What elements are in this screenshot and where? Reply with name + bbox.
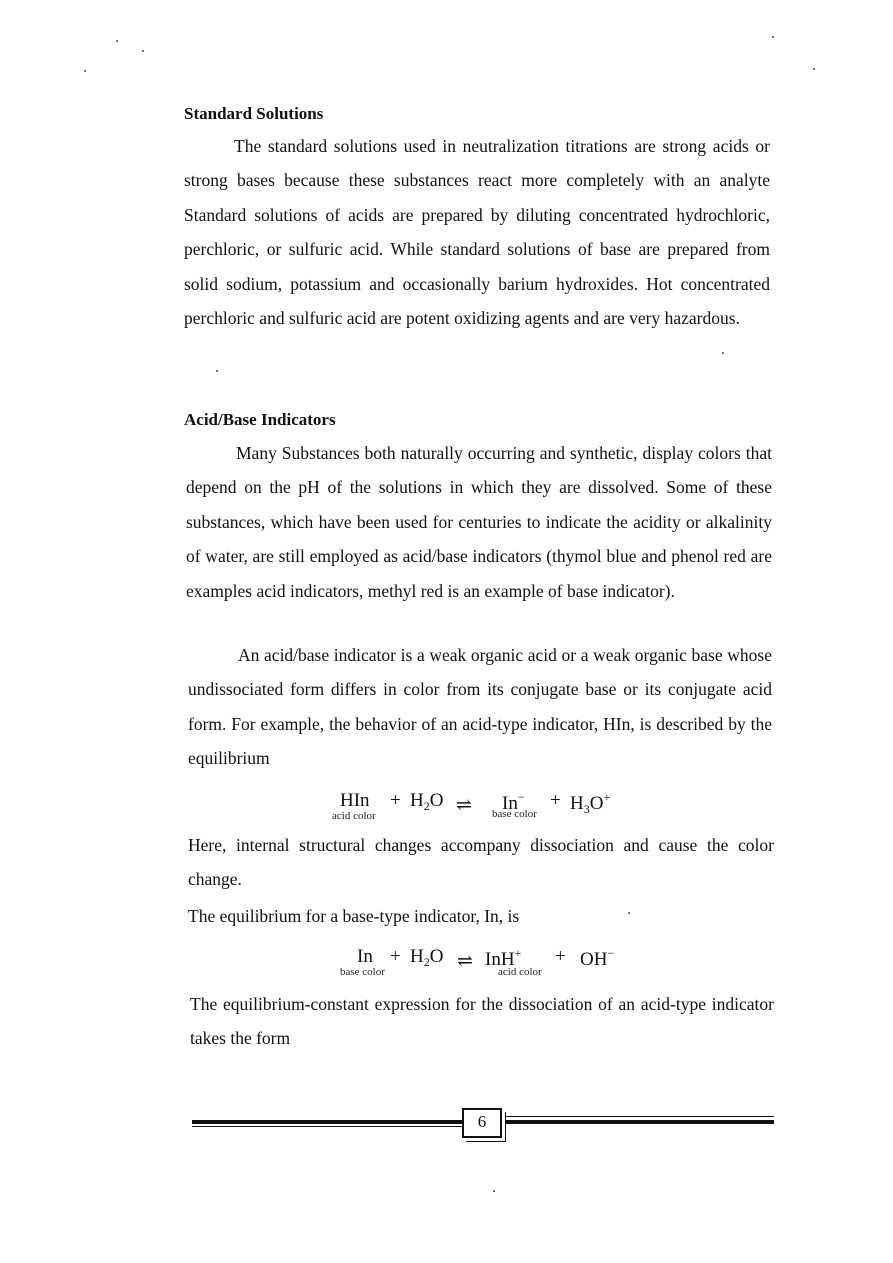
paragraph-standard-solutions: The standard solutions used in neutralization titrations are strong acids or strong bases because these substances react more completely with an analyte Standard solutions of acids are prepared by diluting concentrated hydrochloric, perchloric, or sulfuric acid. While standard solutions of base are prepared from solid sodium, potassium and occasionally barium hydroxides. Hot concentrated perchloric and sulfuric acid are potent oxidizing agents and are very hazardous.: [184, 136, 770, 329]
eq1-label-base-color: base color: [492, 808, 537, 820]
equation-acid-type-indicator: [332, 790, 640, 830]
eq1-plus: +: [390, 790, 401, 811]
scan-speck: [628, 912, 630, 914]
eq2-hydroxide: OH−: [580, 946, 615, 970]
footer-rule-right-thin: [502, 1116, 774, 1117]
scan-speck: [142, 50, 144, 52]
page-footer: [192, 1108, 774, 1138]
paragraph-indicators-intro: Many Substances both naturally occurring and synthetic, display colors that depend on the pH of the solutions in which they are dissolved. Some of these substances, which have been used for centuries to indicate the acidity or alkalinity of water, are still employed as acid/base indicators (thymol blue and phenol red are examples acid indicators, methyl red is an example of base indicator).: [186, 443, 772, 601]
footer-rule-left-thin: [192, 1126, 464, 1127]
eq1-term-hin: HIn: [340, 790, 370, 811]
page-number: 6: [462, 1108, 502, 1138]
eq1-water: $H_2O$: [410, 790, 444, 813]
eq1-term-in: In−: [502, 790, 525, 814]
scan-speck: [813, 68, 815, 70]
eq2-label-acid-color: acid color: [498, 966, 542, 978]
paragraph-indicator-definition: An acid/base indicator is a weak organic acid or a weak organic base whose undissociated form differs in color from its conjugate base or its conjugate acid form. For example, the behavior of an acid-type indicator, HIn, is described by the equilibrium: [188, 645, 772, 769]
line-base-type-indicator: The equilibrium for a base-type indicator, In, is: [188, 906, 520, 926]
scan-speck: [493, 1190, 495, 1192]
section-heading-standard-solutions: Standard Solutions: [184, 104, 324, 123]
footer-rule-left: [192, 1120, 464, 1124]
eq1-hydronium: $H_3O^+$: [570, 790, 611, 816]
paragraph-equilibrium-constant: The equilibrium-constant expression for the dissociation of an acid-type indicator takes the form: [190, 994, 774, 1049]
scan-speck: [84, 70, 86, 72]
paragraph-structural-changes: Here, internal structural changes accompany dissociation and cause the color change.: [188, 835, 774, 890]
eq2-equilibrium-arrow: ⇌: [457, 951, 473, 972]
equation-base-type-indicator: [340, 946, 635, 986]
scan-speck: [216, 370, 218, 372]
eq2-plus: +: [555, 946, 566, 967]
footer-rule-right: [502, 1120, 774, 1124]
eq2-water: $H_2O$: [410, 946, 444, 969]
eq2-term-inh: InH+: [485, 946, 522, 970]
eq2-plus: +: [390, 946, 401, 967]
scan-speck: [722, 352, 724, 354]
eq1-label-acid-color: acid color: [332, 810, 376, 822]
eq1-equilibrium-arrow: ⇌: [456, 795, 472, 816]
section-heading-acid-base-indicators: Acid/Base Indicators: [184, 410, 336, 429]
scan-speck: [116, 40, 118, 42]
scan-speck: [772, 36, 774, 38]
eq2-label-base-color: base color: [340, 966, 385, 978]
eq1-plus: +: [550, 790, 561, 811]
eq2-term-in: In: [357, 946, 373, 967]
